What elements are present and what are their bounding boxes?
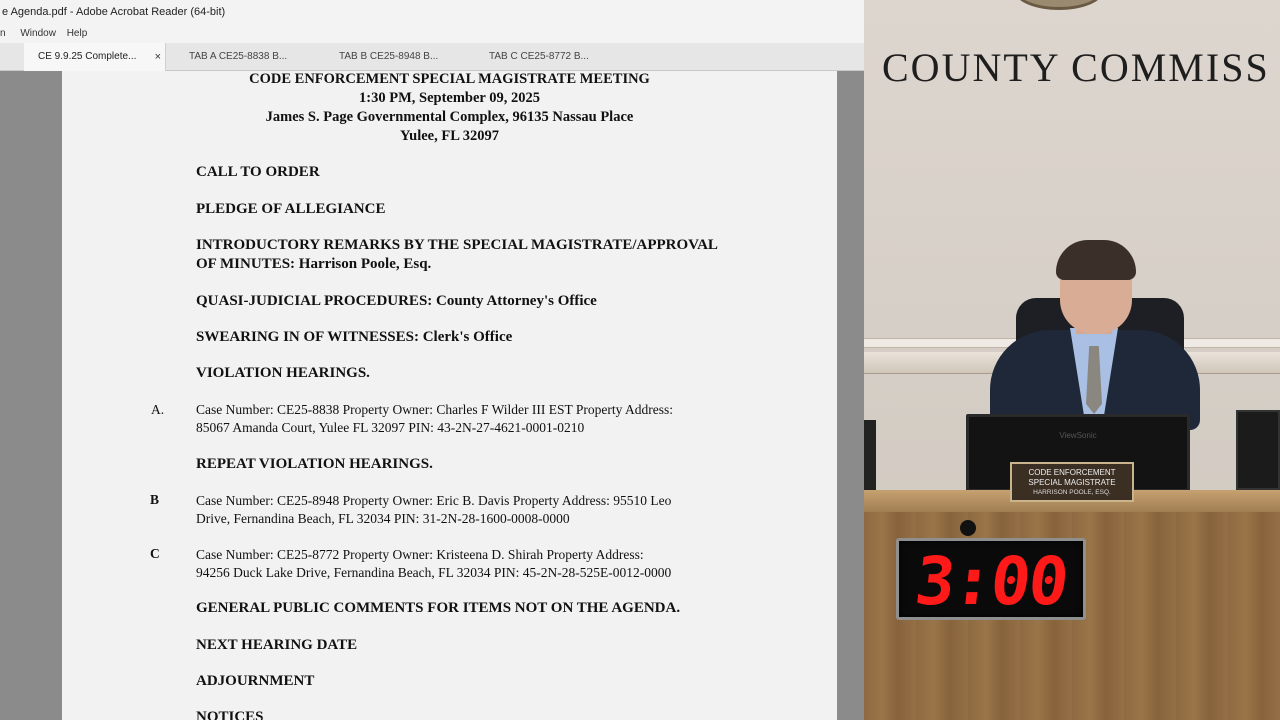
- nameplate: [1010, 462, 1134, 502]
- meeting-location: James S. Page Governmental Complex, 96135 Nassau Place: [265, 109, 634, 125]
- tab-label: TAB B CE25-8948 B...: [339, 51, 439, 62]
- agenda-next-hearing-date: NEXT HEARING DATE: [196, 637, 358, 653]
- tab-ce-complete[interactable]: [24, 43, 166, 71]
- document-viewport[interactable]: [0, 71, 864, 720]
- close-icon[interactable]: ×: [154, 51, 161, 63]
- agenda-intro-line1: INTRODUCTORY REMARKS BY THE SPECIAL MAGISTRATE/APPROVAL: [196, 237, 718, 253]
- agenda-swearing-in: SWEARING IN OF WITNESSES: Clerk's Office: [196, 329, 513, 345]
- meeting-title: CODE ENFORCEMENT SPECIAL MAGISTRATE MEETING: [249, 71, 650, 87]
- tab-tab-c[interactable]: [475, 43, 615, 71]
- case-a-line1: Case Number: CE25-8838 Property Owner: Charles F Wilder III EST Property Address:: [196, 402, 674, 417]
- document-tab-bar: [0, 43, 864, 71]
- clock-digits: 3:00: [911, 543, 1071, 620]
- agenda-pledge: PLEDGE OF ALLEGIANCE: [196, 201, 386, 217]
- agenda-intro-line2: OF MINUTES: Harrison Poole, Esq.: [196, 256, 432, 272]
- case-letter-b: B: [150, 492, 160, 507]
- meeting-time: 1:30 PM, September 09, 2025: [359, 90, 540, 106]
- agenda-adjournment: ADJOURNMENT: [196, 673, 315, 689]
- agenda-call-to-order: CALL TO ORDER: [196, 164, 320, 180]
- monitor-brand: ViewSonic: [1059, 431, 1097, 440]
- microphone: [960, 520, 976, 536]
- tab-label: TAB A CE25-8838 B...: [189, 51, 288, 62]
- nameplate-line3: HARRISON POOLE, ESQ.: [1033, 489, 1111, 496]
- pdf-page: [62, 71, 837, 720]
- meeting-camera-feed: [864, 0, 1280, 720]
- countdown-clock: [896, 538, 1086, 620]
- monitor-left: [864, 420, 876, 490]
- menu-item-help[interactable]: Help: [66, 28, 88, 39]
- agenda-public-comments: GENERAL PUBLIC COMMENTS FOR ITEMS NOT ON THE AGENDA.: [196, 600, 681, 616]
- nameplate-line2: SPECIAL MAGISTRATE: [1028, 478, 1116, 487]
- monitor-right: [1236, 410, 1280, 490]
- agenda-notices: NOTICES: [196, 709, 264, 720]
- case-letter-a: A.: [151, 402, 165, 417]
- agenda-violation-hearings: VIOLATION HEARINGS.: [196, 365, 370, 381]
- case-c-line2: 94256 Duck Lake Drive, Fernandina Beach, FL 32034 PIN: 45-2N-28-525E-0012-0000: [196, 565, 672, 580]
- county-commission-sign: COUNTY COMMISS: [882, 45, 1270, 90]
- window-title: e Agenda.pdf - Adobe Acrobat Reader (64-bit): [0, 0, 864, 24]
- case-b-line1: Case Number: CE25-8948 Property Owner: Eric B. Davis Property Address: 95510 Leo: [196, 493, 672, 508]
- tab-tab-b[interactable]: [325, 43, 465, 71]
- nameplate-line1: CODE ENFORCEMENT: [1028, 468, 1116, 477]
- tab-label: CE 9.9.25 Complete...: [38, 51, 137, 62]
- meeting-city: Yulee, FL 32097: [400, 128, 499, 144]
- tab-label: TAB C CE25-8772 B...: [489, 51, 589, 62]
- magistrate-hair: [1056, 240, 1136, 280]
- case-a-line2: 85067 Amanda Court, Yulee FL 32097 PIN: 43-2N-27-4621-0001-0210: [196, 420, 585, 435]
- menu-item-window[interactable]: Window: [20, 28, 56, 39]
- menu-item-truncated[interactable]: n: [0, 28, 6, 39]
- case-letter-c: C: [150, 546, 160, 561]
- case-b-line2: Drive, Fernandina Beach, FL 32034 PIN: 31-2N-28-1600-0008-0000: [196, 511, 570, 526]
- agenda-quasi-judicial: QUASI-JUDICIAL PROCEDURES: County Attorney's Office: [196, 293, 597, 309]
- case-c-line1: Case Number: CE25-8772 Property Owner: Kristeena D. Shirah Property Address:: [196, 547, 644, 562]
- agenda-repeat-violation-hearings: REPEAT VIOLATION HEARINGS.: [196, 456, 433, 472]
- menu-bar: [0, 24, 864, 43]
- tab-tab-a[interactable]: [175, 43, 315, 71]
- county-seal: [1014, 0, 1104, 10]
